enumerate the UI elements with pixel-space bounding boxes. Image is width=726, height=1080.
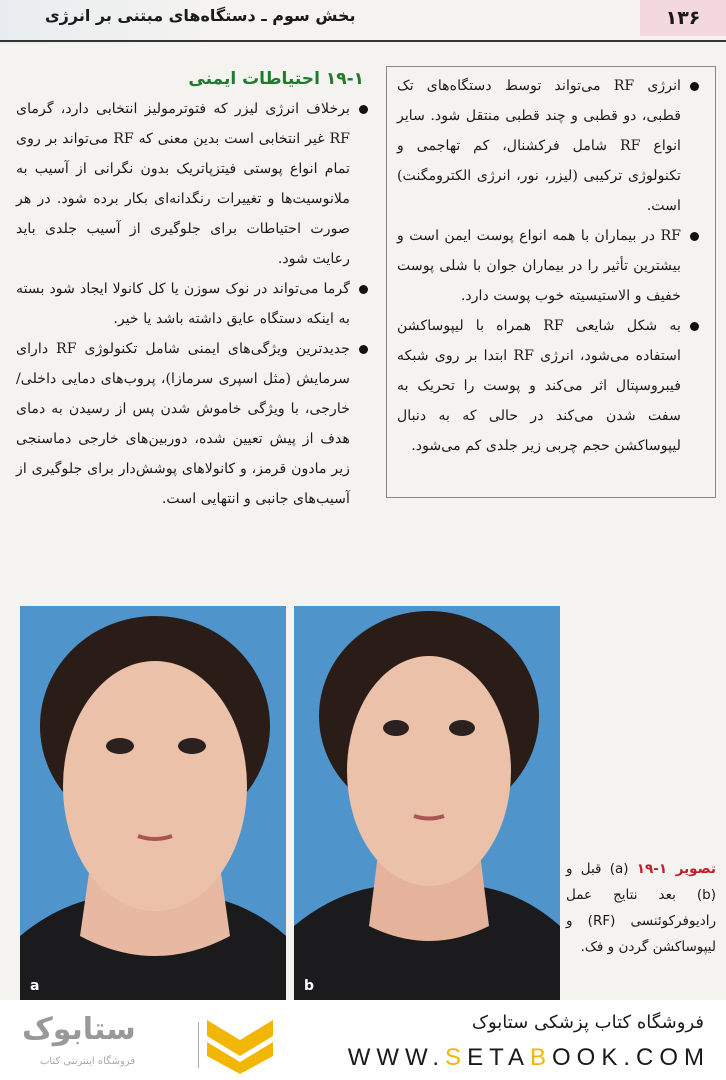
store-name: فروشگاه کتاب پزشکی ستابوک [471,1012,704,1033]
photo-label-b: b [304,978,315,994]
section-heading: ۱۹-۱ احتیاطات ایمنی [188,69,364,89]
section-bullet: گرما می‌تواند در نوک سوزن یا کل کانولا ایجاد شود بسته به اینکه دستگاه عایق داشته باشد یا خیر. [16,274,372,334]
header-divider [0,40,726,42]
caption-label: تصویر ۱-۱۹ [636,861,716,877]
page-header [0,0,726,44]
face-illustration [294,606,560,1000]
face-illustration [20,606,286,1000]
caption-text: (a) قبل و (b) بعد نتایج عمل رادیوفرکوئنسی (RF) و لیپوساکشن گردن و فک. [566,861,716,955]
photo-before [20,606,286,1000]
box-bullet: RF در بیماران با همه انواع پوست ایمن است و بیشترین تأثیر را در بیماران جوان با شلی پوست خفیف و الاستیسیته خوب پوست دارد. [397,221,703,311]
page-number: ۱۳۶ [640,0,726,36]
logo-subtitle: فروشگاه اینترنتی کتاب [40,1056,136,1067]
logo-divider [198,1022,199,1068]
box-bullet: به شکل شایعی RF همراه با لیپوساکشن استفاده می‌شود، انرژی RF ابتدا بر روی شبکه فیبروسپتال اثر می‌کند و پوست را تحریک به سفت شدن می‌کند در حالی که به دنبال لیپوساکشن حجم چربی زیر جلدی کم می‌شود. [397,311,703,461]
photo-label-a: a [30,978,40,994]
figure-caption [566,856,716,960]
safety-section [16,64,372,514]
store-url-link[interactable]: WWW.SETABOOK.COM [347,1044,710,1071]
chevron-logo-icon [205,1018,275,1076]
running-title: بخش سوم ـ دستگاه‌های مبتنی بر انرژی [45,6,356,25]
footer-banner [0,1000,726,1080]
section-bullet: برخلاف انرژی لیزر که فتوترمولیز انتخابی دارد، گرمای RF غیر انتخابی است بدین معنی که RF می‌تواند بر روی تمام انواع پوستی فیتزپاتریک بدون نگرانی از آسیب به ملانوسیت‌ها و تغییرات رنگدانه‌ای بکار برده شود. در هر صورت احتیاطات برای جلوگیری از آسیب جلدی باید رعایت شود. [16,94,372,274]
box-bullet: انرژی RF می‌تواند توسط دستگاه‌های تک قطبی، دو قطبی و چند قطبی منتقل شود. سایر انواع RF شامل فرکشنال، کم تهاجمی و تکنولوژی ترکیبی (لیزر، نور، انرژی الکترومگنت) است. [397,71,703,221]
photo-after [294,606,560,1000]
section-bullet: جدیدترین ویژگی‌های ایمنی شامل تکنولوژی RF دارای سرمایش (مثل اسپری سرمازا)، پروب‌های دمایی داخلی/ خارجی، با ویژگی خاموش شدن پس از رسیدن به دمای هدف از پیش تعیین شده، دوربین‌های خارجی دماسنجی زیر مادون قرمز، و کانولاهای پوشش‌دار برای جلوگیری از آسیب‌های جانبی و انتهایی است. [16,334,372,514]
logo-wordmark: ستابوک [22,1012,136,1047]
summary-box [386,66,716,498]
